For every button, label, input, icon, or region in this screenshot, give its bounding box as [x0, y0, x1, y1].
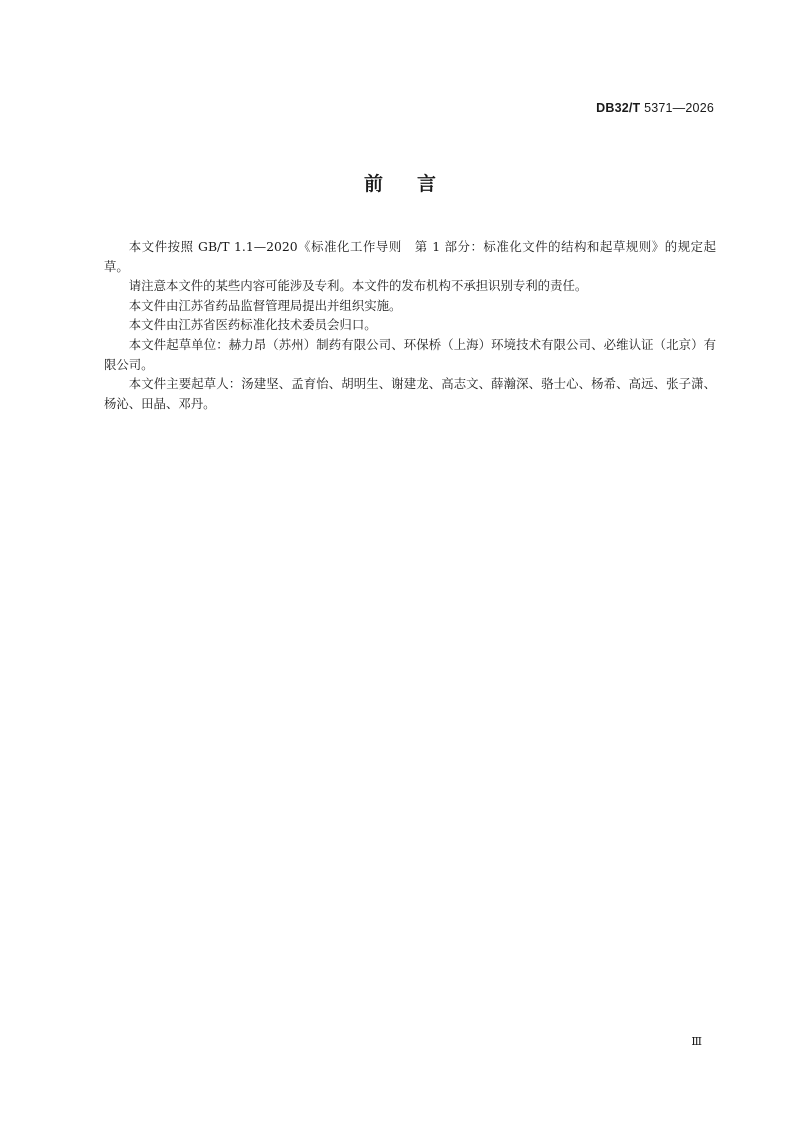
standard-code	[596, 101, 714, 115]
standard-code-number: 5371—2026	[644, 101, 714, 115]
page-title: 前言	[363, 173, 470, 195]
paragraph-drafting-rules: 本文件按照 GB/T 1.1—2020《标准化工作导则 第 1 部分：标准化文件的结构和起草规则》的规定起草。	[104, 239, 716, 274]
standard-code-prefix: DB32/T	[596, 101, 641, 115]
paragraph-proposer: 本文件由江苏省药品监督管理局提出并组织实施。	[128, 297, 402, 313]
preface-body	[104, 237, 716, 413]
paragraph-drafting-units: 本文件起草单位：赫力昂（苏州）制药有限公司、环保桥（上海）环境技术有限公司、必维认证（北京）有限公司。	[104, 336, 716, 372]
page-number: Ⅲ	[691, 1035, 702, 1048]
paragraph-patent-notice: 请注意本文件的某些内容可能涉及专利。本文件的发布机构不承担识别专利的责任。	[128, 278, 588, 294]
paragraph-drafters: 本文件主要起草人：汤建坚、孟育怡、胡明生、谢建龙、高志文、薛瀚深、骆士心、杨希、高远、张子潇、杨沁、田晶、邓丹。	[104, 376, 716, 411]
paragraph-committee: 本文件由江苏省医药标准化技术委员会归口。	[128, 317, 377, 333]
